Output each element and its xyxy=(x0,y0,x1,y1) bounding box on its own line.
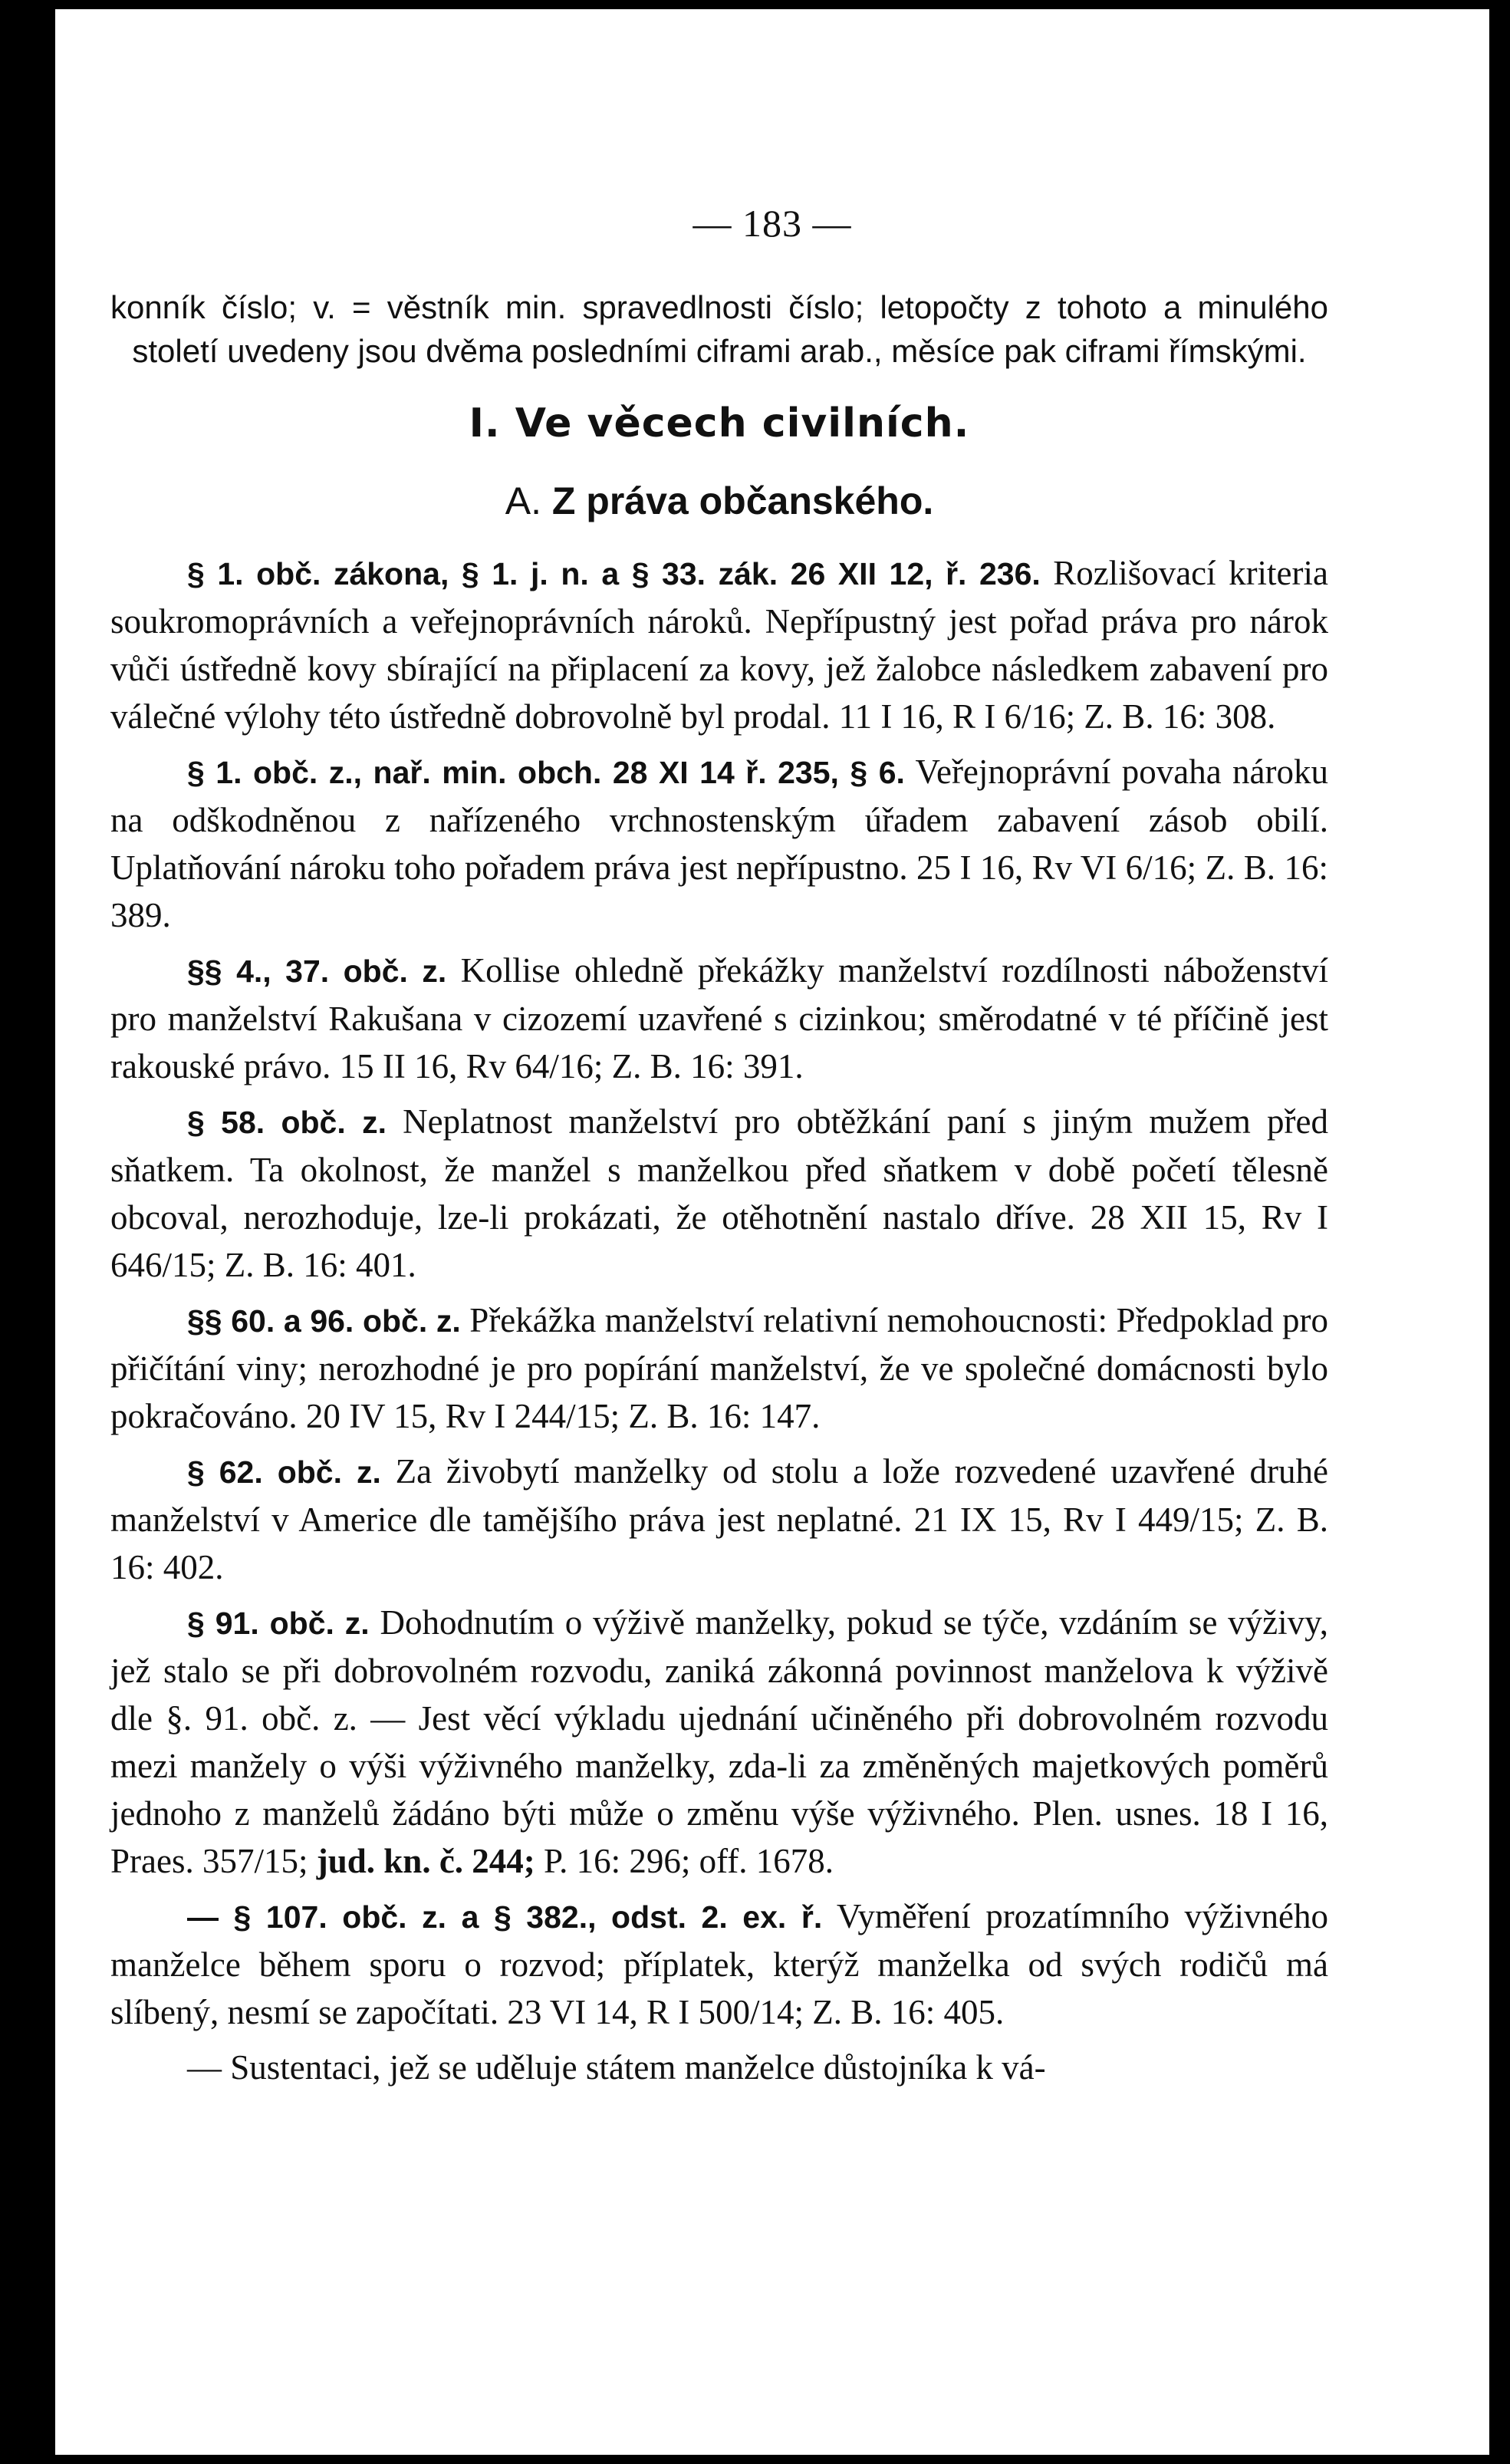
legal-entry xyxy=(110,1599,1328,1885)
legal-entry xyxy=(110,1296,1328,1440)
entry-text: Veřejnoprávní povaha nároku na odškodněnou z nařízeného vrchnostenským úřadem zabavení zásob obilí. Uplatňování nároku toho pořadem práva jest nepřípustno. 25 I 16, Rv VI 6/16; Z. B. 16: 389. xyxy=(110,753,1328,934)
entry-text-after: P. 16: 296; off. 1678. xyxy=(535,1842,834,1880)
page-content xyxy=(110,285,1328,2099)
entry-text: Dohodnutím o výživě manželky, pokud se týče, vzdáním se výživy, jež stalo se při dobrovolném rozvodu, zaniká zákonná povinnost manželova k výživě dle §. 91. obč. z. — Jest věcí výkladu ujednání učiněného při dobrovolném rozvodu mezi manžely o výši výživného manželky, zda-li za změněných majetkových poměrů jednoho z manželů žádáno býti může o změnu výše výživného. Plen. usnes. 18 I 16, Praes. 357/15; xyxy=(110,1603,1328,1880)
entry-text: Neplatnost manželství pro obtěžkání paní s jiným mužem před sňatkem. Ta okolnost, že manžel s manželkou před sňatkem v době početí tělesně obcoval, nerozhoduje, lze-li prokázati, že otěhotnění nastalo dříve. 28 XII 15, Rv I 646/15; Z. B. 16: 401. xyxy=(110,1102,1328,1284)
entry-text: Překážka manželství relativní nemohoucnosti: Předpoklad pro přičítání viny; nerozhodné je pro popírání manželství, že ve společné domácnosti bylo pokračováno. 20 IV 15, Rv I 244/15; Z. B. 16: 147. xyxy=(110,1301,1329,1435)
legal-entry xyxy=(110,748,1328,939)
page-number: — 183 — xyxy=(692,202,852,245)
intro-paragraph: konník číslo; v. = věstník min. spravedlnosti číslo; letopočty z tohoto a minulého století uvedeny jsou dvěma posledními ciframi arab., měsíce pak ciframi římskými. xyxy=(110,289,1328,369)
legal-entry xyxy=(110,1448,1328,1591)
subsection-heading xyxy=(110,479,1328,523)
entry-reference: § 1. obč. zákona, § 1. j. n. a § 33. zák. 26 XII 12, ř. 236. xyxy=(187,556,1041,591)
legal-entry xyxy=(110,1892,1328,2036)
entry-reference: — § 107. obč. z. a § 382., odst. 2. ex. ř. xyxy=(187,1899,823,1935)
subsection-title: Z práva občanského. xyxy=(551,479,934,522)
entry-reference: §§ 4., 37. obč. z. xyxy=(187,954,447,989)
entry-citation-bold: jud. kn. č. 244; xyxy=(316,1842,535,1880)
entry-reference: § 58. obč. z. xyxy=(187,1105,387,1140)
entry-text: Vyměření prozatímního výživného manželce během sporu o rozvod; příplatek, kterýž manželka od svých rodičů má slíbený, nesmí se započítati. 23 VI 14, R I 500/14; Z. B. 16: 405. xyxy=(110,1897,1329,2031)
legal-entry xyxy=(110,1098,1328,1289)
subsection-prefix: A. xyxy=(505,479,552,522)
entry-text: Kollise ohledně překážky manželství rozdílnosti náboženství pro manželství Rakušana v cizozemí uzavřené s cizinkou; směrodatné v té příčině jest rakouské právo. 15 II 16, Rv 64/16; Z. B. 16: 391. xyxy=(110,951,1328,1085)
entry-text: Rozlišovací kriteria soukromoprávních a veřejnoprávních nároků. Nepřípustný jest pořad práva pro nárok vůči ústředně kovy sbírající na připlacení za kovy, jež žalobce následkem zabavení pro válečné výlohy této ústředně dobrovolně byl prodal. 11 I 16, R I 6/16; Z. B. 16: 308. xyxy=(110,554,1328,736)
entry-reference: § 91. obč. z. xyxy=(187,1606,370,1641)
legal-entry xyxy=(110,549,1328,740)
entry-reference: §§ 60. a 96. obč. z. xyxy=(187,1303,461,1339)
entry-reference: § 62. obč. z. xyxy=(187,1454,381,1490)
legal-entry xyxy=(110,947,1328,1090)
entry-text: — Sustentaci, jež se uděluje státem manželce důstojníka k vá- xyxy=(187,2048,1046,2087)
entry-reference: § 1. obč. z., nař. min. obch. 28 XI 14 ř. 235, § 6. xyxy=(187,755,905,790)
legal-entry-continued xyxy=(110,2044,1328,2091)
section-heading: I. Ve věcech civilních. xyxy=(469,400,970,446)
document-page xyxy=(55,9,1489,2455)
entry-text: Za živobytí manželky od stolu a lože rozvedené uzavřené druhé manželství v Americe dle tamějšího práva jest neplatné. 21 IX 15, Rv I 449/15; Z. B. 16: 402. xyxy=(110,1452,1328,1586)
